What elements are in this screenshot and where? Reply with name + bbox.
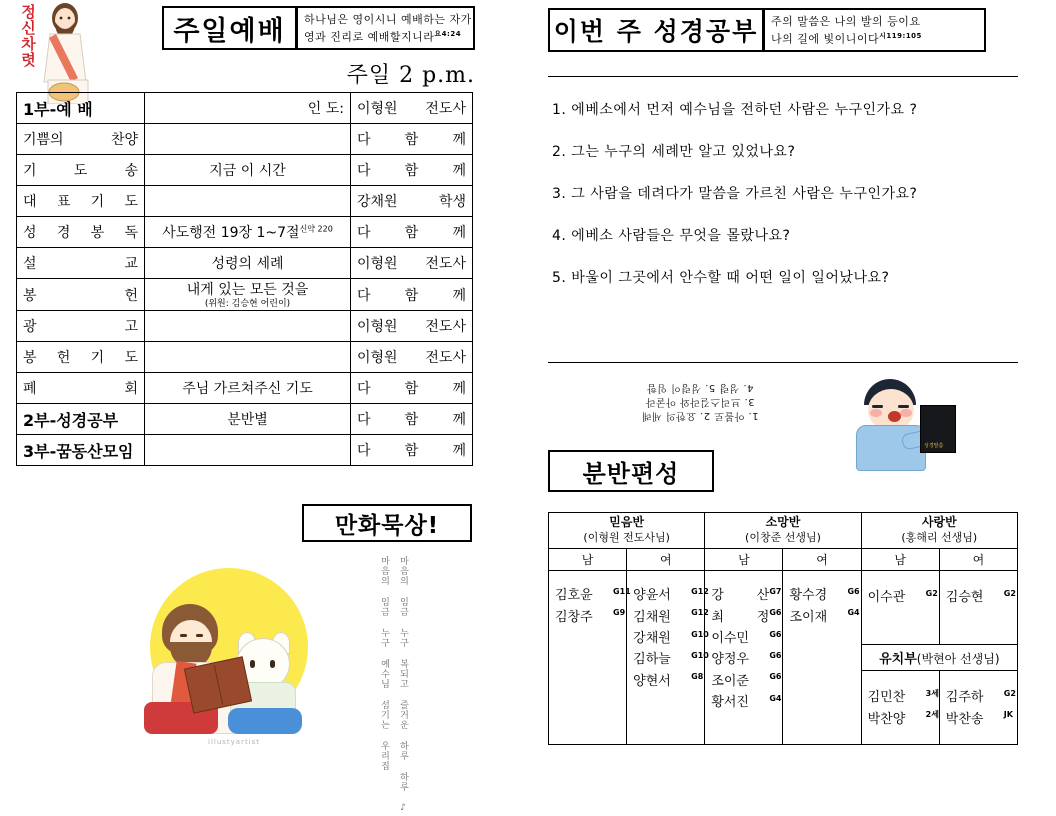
- worship-row: [17, 93, 473, 124]
- worship-person: 다 함 께: [351, 124, 473, 155]
- student-name: 김호윤: [555, 588, 593, 604]
- worship-row: [17, 155, 473, 186]
- class-gender-header: 남: [549, 549, 627, 571]
- worship-person: 이형원 전도사: [351, 311, 473, 342]
- worship-detail: [145, 311, 351, 342]
- class-name-cell: [861, 571, 939, 645]
- class-name-cell: [939, 571, 1017, 645]
- left-column: [0, 0, 500, 816]
- cartoon-illustration: [120, 556, 370, 756]
- worship-detail-text: 사도행전 19장 1~7절: [162, 225, 300, 241]
- student-name: 김하늘: [633, 652, 671, 668]
- class-group-name: 믿음반: [609, 515, 645, 529]
- worship-person: 이형원 전도사: [351, 93, 473, 124]
- worship-person: 이형원 전도사: [351, 342, 473, 373]
- student-name-row: [555, 583, 631, 604]
- student-name-row: [711, 604, 782, 625]
- man-eye-right: [898, 405, 909, 408]
- student-name-row: [789, 604, 860, 625]
- student-grade: G10: [691, 650, 709, 660]
- man-cheek-right: [900, 409, 912, 417]
- student-grade: G6: [769, 650, 782, 660]
- class-gender-header: 여: [939, 549, 1017, 571]
- bible-study-questions: [552, 100, 1022, 310]
- class-group-header: [861, 513, 1017, 549]
- class-gender-header: 남: [861, 549, 939, 571]
- class-names-row: [549, 571, 1018, 645]
- child-pants: [228, 708, 302, 734]
- student-name: 김채원: [633, 609, 671, 625]
- worship-detail-text: 성령의 세례: [211, 256, 284, 272]
- class-organization-table: [548, 512, 1018, 745]
- worship-item: 3부-꿈동산모임: [17, 435, 145, 466]
- cartoon-meditation-title: 만화묵상!: [334, 512, 440, 539]
- question-item: 4. 에베소 사람들은 무엇을 몰랐나요?: [552, 228, 791, 244]
- worship-verse-line-1: 하나님은 영이시니 예배하는 자가: [304, 12, 472, 26]
- question-item: 5. 바울이 그곳에서 안수할 때 어떤 일이 일어났나요?: [552, 270, 890, 286]
- worship-person: 다 함 께: [351, 217, 473, 248]
- worship-item: 설 교: [17, 248, 145, 279]
- worship-item: 기쁨의 찬양: [17, 124, 145, 155]
- cartoon-vertical-line-1: 마음의 임금 누구 복되고 즐거운 하루 하루 ♪: [398, 556, 408, 814]
- worship-item: 기 도 송: [17, 155, 145, 186]
- student-grade: G9: [613, 608, 626, 618]
- worship-verse-reference: 요4:24: [434, 29, 462, 38]
- worship-row: [17, 217, 473, 248]
- class-group-teacher: (홍해리 선생님): [901, 531, 978, 544]
- student-name: 김승현: [945, 590, 984, 606]
- worship-detail: [145, 342, 351, 373]
- worship-person: 강채원 학생: [351, 186, 473, 217]
- student-grade: G6: [769, 672, 782, 682]
- student-name-row: [711, 583, 782, 604]
- worship-row: [17, 124, 473, 155]
- class-gender-header: 여: [627, 549, 705, 571]
- student-name: 강 산: [711, 588, 770, 604]
- class-name-cell: [783, 571, 861, 745]
- worship-detail: [145, 404, 351, 435]
- bible-verse-line-2: 나의 길에 빛이니이다: [771, 32, 880, 46]
- divider-top: [548, 76, 1018, 77]
- service-time: 주일 2 p.m.: [346, 63, 475, 88]
- student-name-row: [633, 626, 709, 647]
- worship-row: [17, 248, 473, 279]
- worship-person: 이형원 전도사: [351, 248, 473, 279]
- question-item: 3. 그 사람을 데려다가 말씀을 가르친 사람은 누구인가요?: [552, 186, 918, 202]
- worship-detail: [145, 217, 351, 248]
- class-gender-header: 남: [705, 549, 783, 571]
- child-eye-right: [270, 660, 275, 668]
- student-name-row: [711, 668, 782, 689]
- worship-detail: [145, 155, 351, 186]
- divider-bottom: [548, 362, 1018, 363]
- worship-detail-subtext: (위원: 김승현 어린이): [204, 299, 291, 309]
- kindergarten-label: 유치부: [879, 652, 917, 667]
- student-name-row: [789, 583, 860, 604]
- worship-detail: [145, 124, 351, 155]
- class-group-name: 사랑반: [921, 515, 957, 529]
- worship-item: 성 경 봉 독: [17, 217, 145, 248]
- class-group-header: [549, 513, 705, 549]
- man-eye-left: [872, 405, 883, 408]
- student-grade: G2: [1003, 589, 1016, 598]
- bible-book-icon: [920, 405, 956, 453]
- answers-line-2: 3. 브리스길라와 아굴라: [645, 396, 755, 407]
- class-gender-header: 여: [783, 549, 861, 571]
- mascot-illustration: [18, 0, 96, 104]
- student-name: 강채원: [633, 630, 671, 646]
- student-name: 황서진: [711, 694, 749, 710]
- student-name-row: [945, 585, 1016, 606]
- worship-item: 폐 회: [17, 373, 145, 404]
- student-grade: G6: [769, 629, 782, 639]
- student-grade: G2: [1003, 689, 1016, 698]
- student-grade: G7: [769, 587, 782, 596]
- worship-row: [17, 279, 473, 311]
- bible-verse-line-1: 주의 말씀은 나의 발의 등이요: [771, 14, 921, 28]
- student-name-row: [945, 685, 1016, 706]
- jesus-eye-left: [180, 634, 187, 637]
- worship-table-body: [17, 93, 473, 466]
- cartoon-title-box: [302, 504, 472, 542]
- bible-study-answers: [550, 380, 850, 422]
- student-name: 박찬양: [867, 711, 906, 727]
- worship-title-box: [162, 6, 297, 50]
- kindergarten-teacher: (박현아 선생님): [916, 652, 1000, 666]
- kindergarten-header: [861, 645, 1017, 671]
- right-column: [530, 0, 1056, 816]
- worship-title: 주일예배: [173, 15, 286, 47]
- jesus-eye-right: [196, 634, 203, 637]
- student-name-row: [711, 626, 782, 647]
- student-name: 박찬송: [945, 711, 984, 727]
- class-group-header: [705, 513, 861, 549]
- worship-item: 봉 헌: [17, 279, 145, 311]
- cartoon-vertical-text: [378, 556, 408, 814]
- worship-row: [17, 342, 473, 373]
- class-group-teacher: (이창준 선생님): [745, 531, 821, 544]
- answers-line-1: 1. 아볼로 2. 요한의 세례: [641, 410, 759, 421]
- question-item: 2. 그는 누구의 세례만 알고 있었나요?: [552, 144, 796, 160]
- student-name-row: [633, 583, 709, 604]
- worship-verse-box: [297, 6, 475, 50]
- art-credit: illustyartist: [208, 738, 261, 746]
- answers-line-3: 4. 성령 5. 성령이 임함: [646, 382, 754, 393]
- student-name: 최 정: [711, 609, 770, 625]
- worship-item: 대 표 기 도: [17, 186, 145, 217]
- worship-detail: 인 도:: [145, 93, 351, 124]
- student-name-row: [555, 604, 626, 625]
- student-grade: G12: [691, 587, 709, 596]
- worship-order-table: [16, 92, 473, 466]
- child-eye-left: [250, 660, 255, 668]
- worship-person: 다 함 께: [351, 155, 473, 186]
- student-name: 김민찬: [867, 690, 906, 706]
- cartoon-vertical-line-2: 마음의 임금 누구 예수님 섬기는 우리집: [379, 556, 389, 771]
- worship-detail: [145, 248, 351, 279]
- student-name-row: [867, 685, 939, 706]
- worship-row: [17, 373, 473, 404]
- student-grade: G6: [769, 608, 782, 618]
- student-name: 조이재: [789, 609, 828, 625]
- student-grade: G10: [691, 629, 709, 639]
- man-with-bible-illustration: [840, 375, 960, 467]
- worship-person: 다 함 께: [351, 435, 473, 466]
- student-name: 김창주: [555, 609, 593, 625]
- student-grade: G11: [613, 587, 631, 596]
- class-organization-title-box: [548, 450, 714, 492]
- student-name-row: [633, 668, 704, 689]
- class-organization-title: 분반편성: [582, 459, 680, 488]
- man-cheek-left: [870, 409, 882, 417]
- worship-item: 광 고: [17, 311, 145, 342]
- bible-verse-line-2-wrap: [771, 29, 978, 47]
- student-grade: JK: [1003, 710, 1013, 720]
- student-name: 이수관: [867, 590, 906, 606]
- class-group-header-row: [549, 513, 1018, 549]
- student-grade: 2세: [925, 710, 939, 720]
- class-table-body: [549, 513, 1018, 745]
- worship-row: [17, 404, 473, 435]
- worship-verse-line-2: 영과 진리로 예배할지니라: [304, 30, 435, 44]
- worship-item: 1부-예 배: [17, 93, 145, 124]
- worship-detail: [145, 435, 351, 466]
- student-grade: G8: [691, 672, 704, 682]
- class-name-cell: [627, 571, 709, 745]
- student-name-row: [711, 647, 782, 668]
- worship-detail-text: 지금 이 시간: [209, 163, 286, 179]
- student-grade: G12: [691, 608, 709, 618]
- student-name-row: [946, 706, 1011, 727]
- class-group-name: 소망반: [765, 515, 801, 529]
- student-name-row: [633, 647, 709, 668]
- worship-detail-text: 분반별: [227, 412, 268, 428]
- student-grade: G2: [925, 589, 938, 598]
- bible-study-title-box: [548, 8, 764, 52]
- student-name-row: [867, 585, 938, 606]
- mascot-caption: 정신차렷: [21, 3, 36, 69]
- class-name-cell: [549, 571, 631, 745]
- student-name: 양현서: [633, 673, 671, 689]
- student-grade: G6: [847, 587, 860, 596]
- worship-item: 봉 헌 기 도: [17, 342, 145, 373]
- student-grade: G4: [769, 693, 782, 703]
- student-name: 조이준: [711, 673, 749, 689]
- bible-verse-box: [764, 8, 986, 52]
- student-name-row: [867, 706, 939, 727]
- man-mouth: [888, 411, 901, 422]
- student-grade: G4: [847, 608, 860, 618]
- class-gender-header-row: [549, 549, 1018, 571]
- worship-person: 다 함 께: [351, 373, 473, 404]
- worship-person: 다 함 께: [351, 279, 473, 311]
- worship-detail-reference: 신약 220: [299, 224, 333, 234]
- student-name: 양정우: [711, 652, 749, 668]
- student-name: 이수민: [711, 630, 749, 646]
- student-name-row: [633, 604, 709, 625]
- student-name: 양윤서: [633, 588, 671, 604]
- worship-verse-line-2-wrap: [304, 27, 467, 45]
- student-name: 김주하: [945, 690, 984, 706]
- worship-person: 다 함 께: [351, 404, 473, 435]
- class-name-cell: [705, 571, 783, 745]
- class-name-cell: [939, 671, 1017, 745]
- class-group-teacher: (이형원 전도사님): [583, 531, 670, 544]
- bible-study-title: 이번 주 성경공부: [553, 17, 759, 46]
- worship-detail-text: 주님 가르쳐주신 기도: [182, 381, 313, 397]
- worship-detail: [145, 279, 351, 311]
- worship-detail-text: 내게 있는 모든 것을: [186, 282, 309, 298]
- worship-detail: [145, 186, 351, 217]
- worship-row: [17, 311, 473, 342]
- student-name: 황수경: [789, 588, 828, 604]
- class-name-cell: [861, 671, 939, 745]
- worship-row: [17, 435, 473, 466]
- worship-detail: [145, 373, 351, 404]
- bible-verse-reference: 시119:105: [879, 31, 922, 40]
- bible-book-label: 성경말씀: [924, 443, 944, 449]
- student-grade: 3세: [925, 689, 939, 698]
- question-item: 1. 에베소에서 먼저 예수님을 전하던 사람은 누구인가요 ?: [552, 102, 918, 118]
- student-name-row: [711, 690, 782, 711]
- worship-item: 2부-성경공부: [17, 404, 145, 435]
- worship-row: [17, 186, 473, 217]
